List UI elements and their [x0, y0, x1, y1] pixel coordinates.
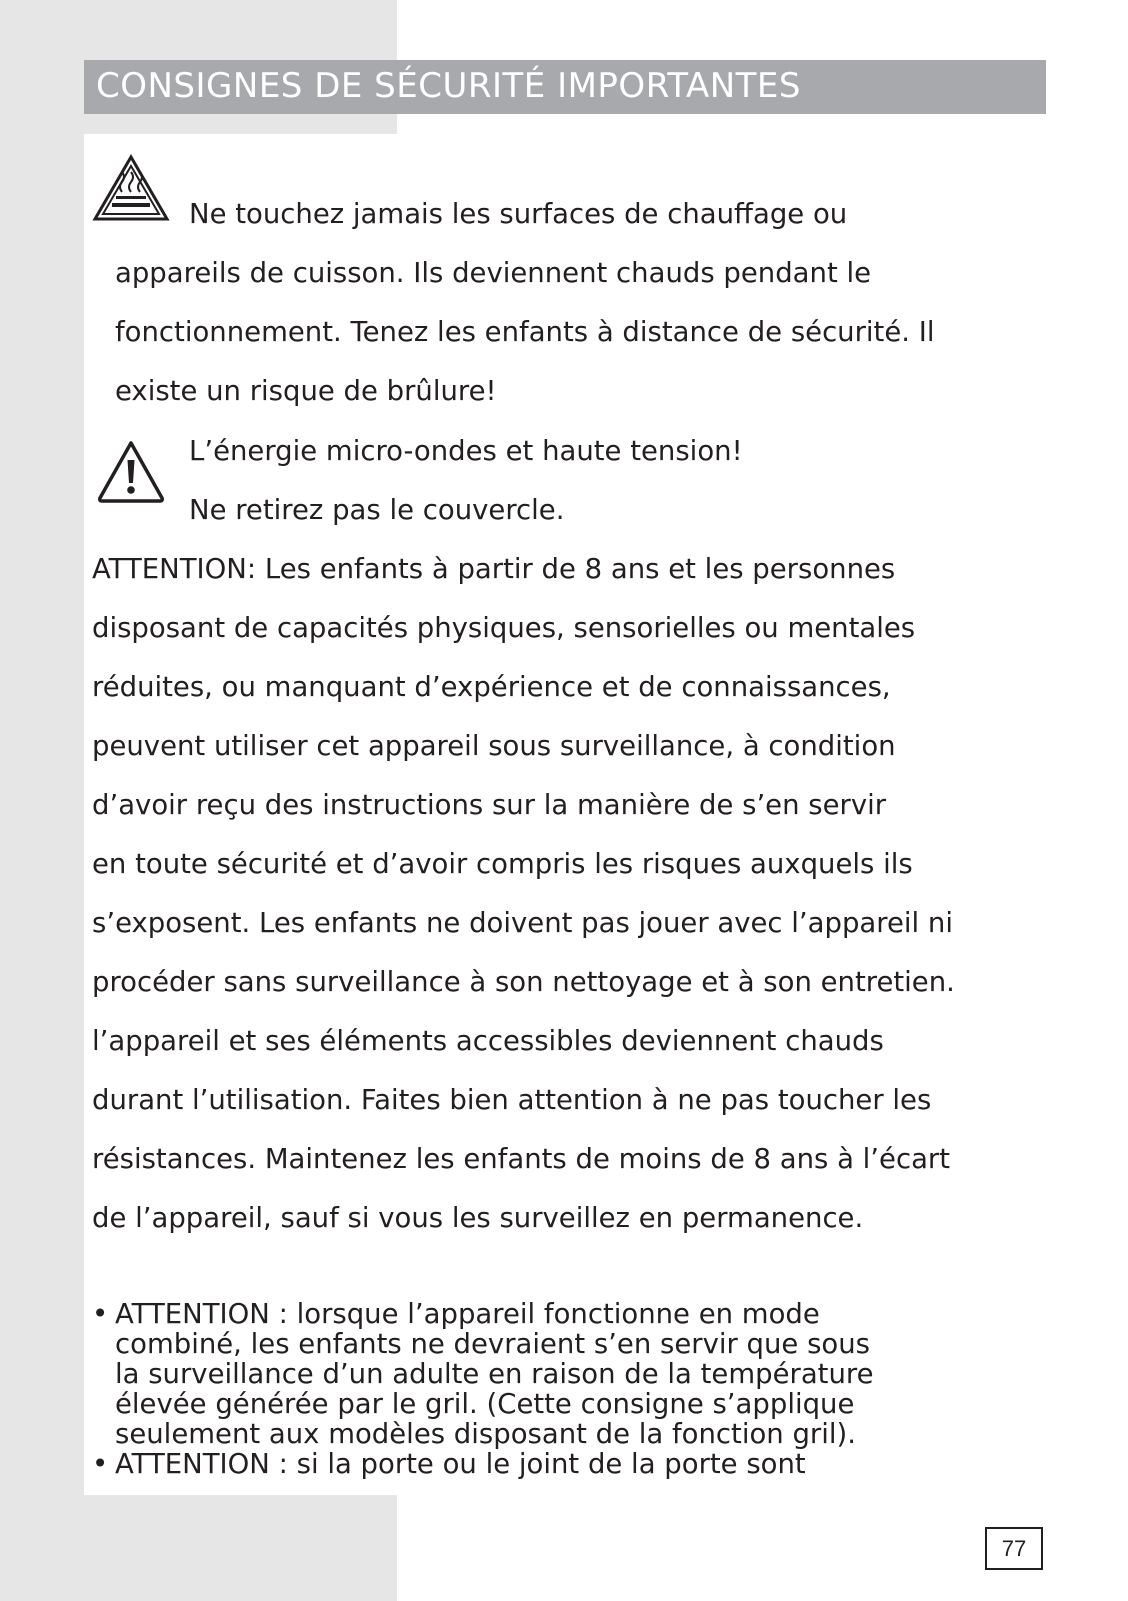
exclamation-warning-icon — [96, 438, 166, 504]
bullet-item-line: seulement aux modèles disposant de la fonction gril). — [115, 1418, 856, 1450]
page-number — [985, 1527, 1043, 1570]
bullet-item-line: la surveillance d’un adulte en raison de la température — [115, 1358, 874, 1390]
attention-line: résistances. Maintenez les enfants de moins de 8 ans à l’écart — [92, 1143, 951, 1175]
hot-warning-line: appareils de cuisson. Ils deviennent chauds pendant le — [115, 257, 872, 289]
microwave-warning-line: L’énergie micro-ondes et haute tension! — [189, 435, 743, 467]
attention-line: procéder sans surveillance à son nettoyage et à son entretien. — [92, 966, 955, 998]
hot-surface-warning-icon — [92, 154, 170, 222]
hot-warning-line: fonctionnement. Tenez les enfants à distance de sécurité. Il — [115, 316, 935, 348]
bullet-marker: • — [92, 1448, 109, 1480]
hot-warning-line: Ne touchez jamais les surfaces de chauffage ou — [189, 198, 848, 230]
bullet-item-line: ATTENTION : si la porte ou le joint de la porte sont — [115, 1448, 806, 1480]
attention-line: de l’appareil, sauf si vous les surveillez en permanence. — [92, 1202, 864, 1234]
attention-line: peuvent utiliser cet appareil sous surveillance, à condition — [92, 730, 896, 762]
attention-line: réduites, ou manquant d’expérience et de connaissances, — [92, 671, 891, 703]
attention-line: ATTENTION: Les enfants à partir de 8 ans et les personnes — [92, 553, 896, 585]
page-number-label: 77 — [1001, 1535, 1027, 1561]
section-title: CONSIGNES DE SÉCURITÉ IMPORTANTES — [96, 66, 801, 106]
bullet-marker: • — [92, 1298, 109, 1330]
bullet-item-line: ATTENTION : lorsque l’appareil fonctionne en mode — [115, 1298, 820, 1330]
section-header — [84, 60, 1046, 114]
attention-line: s’exposent. Les enfants ne doivent pas jouer avec l’appareil ni — [92, 907, 953, 939]
attention-line: en toute sécurité et d’avoir compris les risques auxquels ils — [92, 848, 913, 880]
attention-line: d’avoir reçu des instructions sur la manière de s’en servir — [92, 789, 887, 821]
attention-line: durant l’utilisation. Faites bien attention à ne pas toucher les — [92, 1084, 932, 1116]
attention-line: disposant de capacités physiques, sensorielles ou mentales — [92, 612, 916, 644]
bullet-item-line: combiné, les enfants ne devraient s’en servir que sous — [115, 1328, 870, 1360]
microwave-warning-line: Ne retirez pas le couvercle. — [189, 494, 565, 526]
bullet-item-line: élevée générée par le gril. (Cette consigne s’applique — [115, 1388, 855, 1420]
attention-line: l’appareil et ses éléments accessibles deviennent chauds — [92, 1025, 884, 1057]
hot-warning-line: existe un risque de brûlure! — [115, 375, 497, 407]
